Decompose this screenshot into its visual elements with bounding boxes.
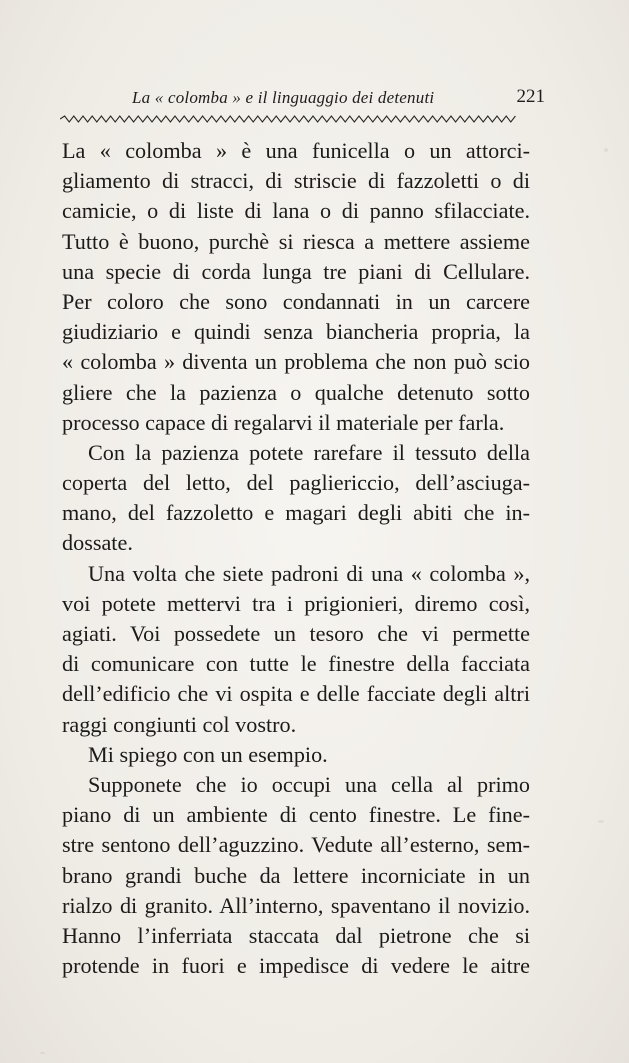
page-number: 221 [516, 86, 545, 107]
text-line: dell’edificio che vi ospita e delle facciate degli altri [62, 681, 530, 707]
text-line: dossate. [62, 530, 133, 556]
text-line: voi potete mettervi tra i prigionieri, diremo così, [62, 590, 530, 616]
text-line: stre sentono dell’aguzzino. Vedute all’esterno, sem- [62, 832, 530, 858]
text-line: gliamento di stracci, di striscie di fazzoletti o di [62, 168, 530, 194]
text-line: Hanno l’inferriata staccata dal pietrone che si [62, 922, 530, 948]
text-line: coperta del letto, del pagliericcio, dell’asciuga- [62, 470, 530, 496]
page-spot [40, 1052, 45, 1054]
text-line: « colomba » diventa un problema che non può scio [62, 349, 530, 375]
running-head [60, 82, 545, 112]
text-line: La « colomba » è una funicella o un attorci- [62, 138, 530, 163]
page-spot [604, 148, 608, 152]
text-line: brano grandi buche da lettere incorniciate in un [62, 862, 530, 888]
text-line: di comunicare con tutte le finestre della facciata [62, 651, 530, 677]
text-line: giudiziario e quindi senza biancheria propria, la [62, 319, 530, 345]
text-line: mano, del fazzoletto e magari degli abiti che in- [62, 500, 530, 526]
text-line: Per coloro che sono condannati in un carcere [62, 288, 530, 314]
text-line: Supponete che io occupi una cella al primo [88, 771, 530, 797]
text-line: piano di un ambiente di cento finestre. Le fine- [62, 802, 530, 828]
text-line: rialzo di granito. All’interno, spaventano il novizio. [62, 892, 530, 918]
text-line: camicie, o di liste di lana o di panno sfilacciate. [62, 198, 530, 224]
text-line: Una volta che siete padroni di una « colomba », [88, 560, 530, 586]
page-spot [598, 820, 604, 823]
text-line: gliere che la pazienza o qualche detenuto sotto [62, 379, 530, 405]
text-line: una specie di corda lunga tre piani di Cellulare. [62, 258, 530, 284]
body-text [62, 136, 530, 981]
text-line: Tutto è buono, purchè si riesca a mettere assieme [62, 228, 530, 254]
text-line: raggi congiunti col vostro. [62, 711, 297, 737]
text-line: protende in fuori e impedisce di vedere le aitre [62, 953, 530, 979]
running-title: La « colomba » e il linguaggio dei detenuti [132, 88, 435, 107]
text-line: processo capace di regalarvi il materiale per farla. [62, 409, 505, 435]
text-line: Con la pazienza potete rarefare il tessuto della [88, 439, 530, 465]
text-line: Mi spiego con un esempio. [88, 741, 328, 767]
text-line: agiati. Voi possedete un tesoro che vi permette [62, 621, 530, 646]
ornamental-wavy-rule [60, 114, 520, 124]
